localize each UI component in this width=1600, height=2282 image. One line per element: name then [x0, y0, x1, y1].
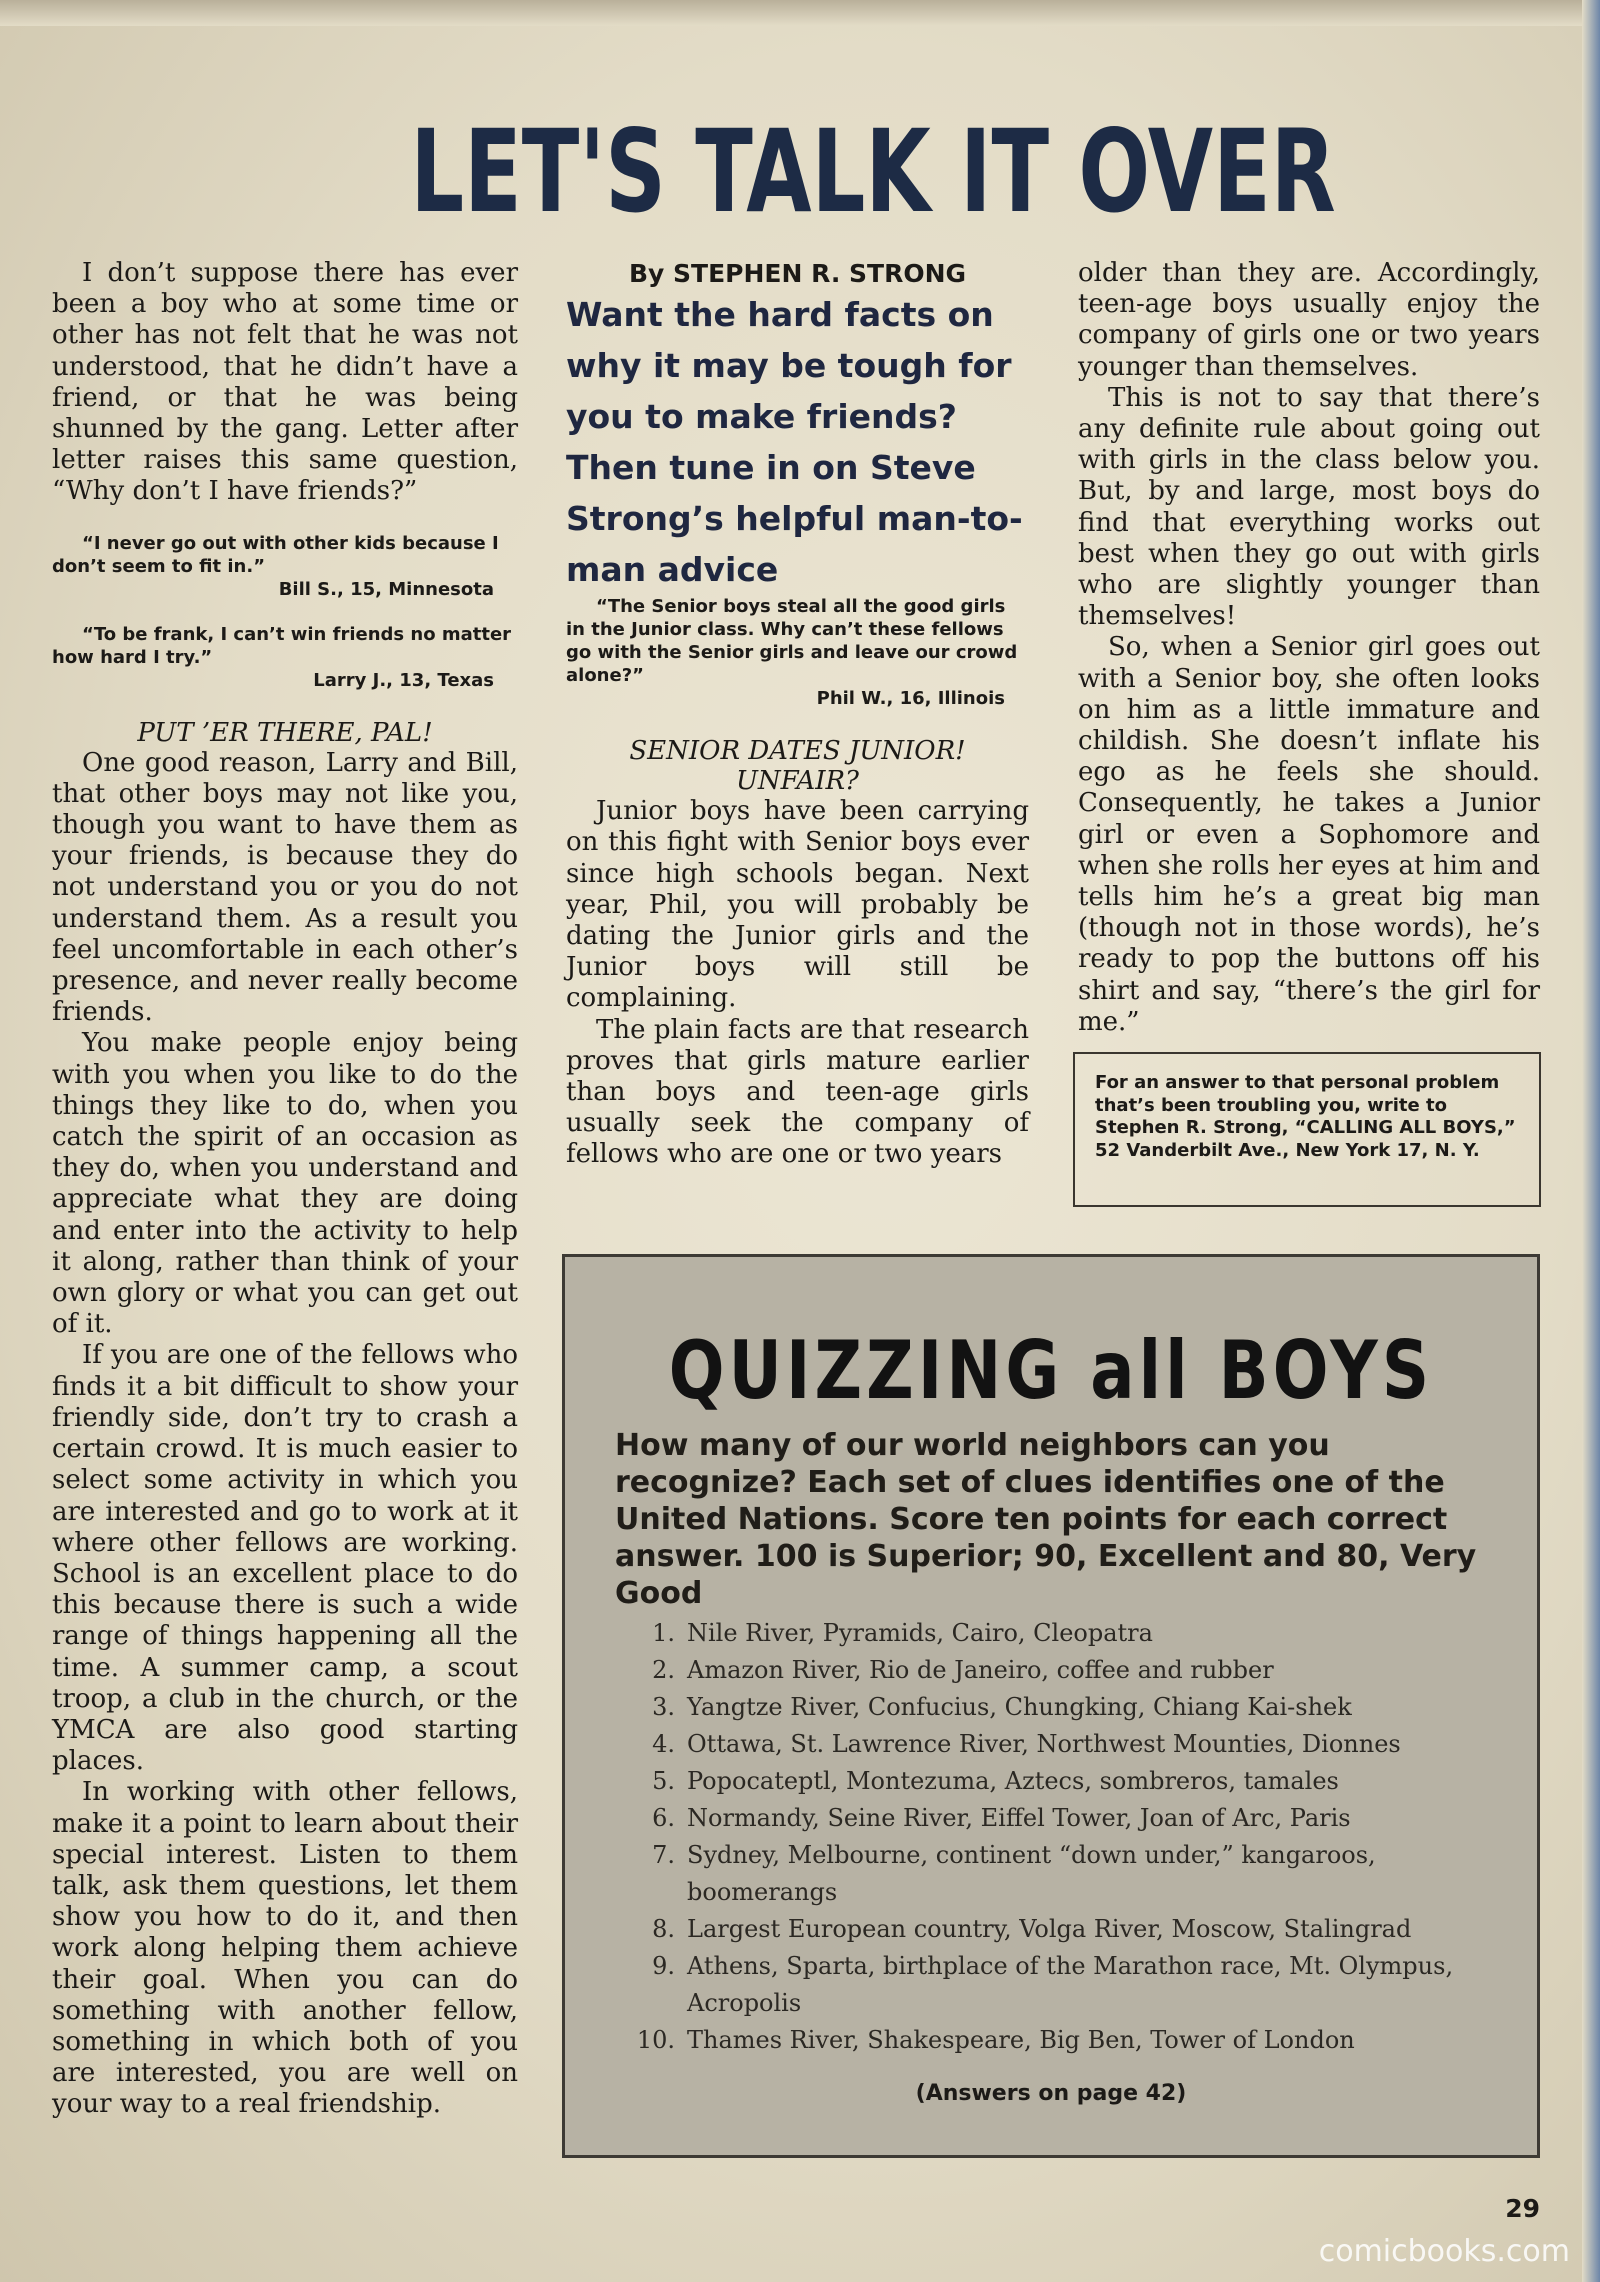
article-deck: Want the hard facts on why it may be tough for you to make friends? Then tune in on Steve Strong’s helpful man-to-man advice [566, 295, 1023, 590]
quiz-item-clues: Ottawa, St. Lawrence River, Northwest Mounties, Dionnes [687, 1730, 1401, 1758]
section-heading-senior-dates-junior: SENIOR DATES JUNIOR! UNFAIR? [629, 736, 966, 797]
quiz-item-number: 7. [652, 1841, 675, 1869]
quiz-item-clues: Nile River, Pyramids, Cairo, Cleopatra [687, 1619, 1153, 1647]
intro-paragraph: I don’t suppose there has ever been a boy who at some time or other has not felt that he was not understood, that he didn’t have a friend, or that he was being shunned by the gang. Letter after letter raises this same question, “Why don’t I have friends?” [52, 258, 518, 507]
quiz-title: QUIZZING all BOYS [668, 1324, 1434, 1417]
quiz-item-clues: Popocateptl, Montezuma, Aztecs, sombreros, tamales [687, 1767, 1339, 1795]
quiz-answers-note: (Answers on page 42) [915, 2081, 1187, 2106]
quiz-item-number: 10. [636, 2026, 675, 2054]
quiz-box [562, 1254, 1540, 2158]
page-top-edge [0, 0, 1600, 26]
quiz-item-clues: Largest European country, Volga River, Moscow, Stalingrad [687, 1915, 1412, 1943]
reader-quote-larry: “To be frank, I can’t win friends no matter how hard I try.” [52, 623, 512, 668]
body-paragraph: So, when a Senior girl goes out with a Senior boy, she often looks on him as a little immature and childish. She doesn’t inflate his ego as he feels she should. Consequently, he takes a Junior girl or even a Sophomore and when she rolls her eyes at him and tells him he’s a great big man (though not in those words), he’s ready to pop the buttons off his shirt and say, “there’s the girl for me.” [1078, 632, 1540, 1037]
reader-signature-phil: Phil W., 16, Illinois [816, 688, 1005, 710]
quiz-item [631, 2022, 1489, 2059]
quiz-item [631, 1615, 1489, 1652]
article-column-3 [1078, 258, 1540, 1038]
body-paragraph: older than they are. Accordingly, teen-age boys usually enjoy the company of girls one or two years younger than themselves. [1078, 258, 1540, 382]
body-paragraph: You make people enjoy being with you when you like to do the things they like to do, when you catch the spirit of an occasion as they do, when you understand and appreciate what they are doing and enter into the activity to help it along, rather than think of your own glory or what you can get out of it. [52, 1028, 518, 1340]
article-column-1 [52, 258, 518, 2121]
quiz-item-number: 2. [652, 1656, 675, 1684]
quiz-item-clues: Yangtze River, Confucius, Chungking, Chiang Kai-shek [687, 1693, 1352, 1721]
quiz-item-clues: Thames River, Shakespeare, Big Ben, Tower of London [687, 2026, 1355, 2054]
body-paragraph: The plain facts are that research proves that girls mature earlier than boys and teen-age girls usually seek the company of fellows who are one or two years [566, 1014, 1029, 1170]
body-paragraph: Junior boys have been carrying on this fight with Senior boys ever since high schools began. Next year, Phil, you will probably be dating the Junior girls and the Junior boys will still be complaining. [566, 796, 1029, 1014]
quiz-list [631, 1615, 1489, 2059]
quiz-item-number: 9. [652, 1952, 675, 1980]
quiz-item-clues: Sydney, Melbourne, continent “down under,” kangaroos, boomerangs [687, 1841, 1376, 1906]
quiz-item [631, 1837, 1489, 1911]
reader-quote-phil: “The Senior boys steal all the good girls in the Junior class. Why can’t these fellows go with the Senior girls and leave our crowd alone?” [566, 596, 1018, 687]
body-paragraph: One good reason, Larry and Bill, that other boys may not like you, though you want to have them as your friends, is because they do not understand you or you do not understand them. As a result you feel uncomfortable in each other’s presence, and never really become friends. [52, 747, 518, 1028]
body-paragraph: This is not to say that there’s any definite rule about going out with girls in the class below you. But, by and large, most boys do find that everything works out best when they go out with girls who are slightly younger than themselves! [1078, 382, 1540, 632]
quiz-item-number: 4. [652, 1730, 675, 1758]
body-paragraph: If you are one of the fellows who finds it a bit difficult to show your friendly side, don’t try to crash a certain crowd. It is much easier to select some activity in which you are interested and go to work at it where other fellows are working. School is an excellent place to do this because there is such a wide range of things happening all the time. A summer camp, a scout troop, a club in the church, or the YMCA are also good starting places. [52, 1340, 518, 1777]
reader-quote-bill: “I never go out with other kids because I don’t seem to fit in.” [52, 532, 499, 577]
site-watermark: comicbooks.com [1318, 2234, 1570, 2269]
body-paragraph: In working with other fellows, make it a point to learn about their special interest. Listen to them talk, ask them questions, let them show you how to do it, and then work along helping them achieve their goal. When you can do something with another fellow, something in which both of you are interested, you are well on your way to a real friendship. [52, 1777, 518, 2120]
page-number: 29 [1505, 2194, 1540, 2223]
quiz-item [631, 1652, 1489, 1689]
quiz-item-number: 5. [652, 1767, 675, 1795]
reader-signature-bill: Bill S., 15, Minnesota [278, 578, 494, 600]
quiz-item [631, 1689, 1489, 1726]
quiz-item-number: 8. [652, 1915, 675, 1943]
byline: By STEPHEN R. STRONG [628, 259, 967, 288]
quiz-item-number: 6. [652, 1804, 675, 1832]
quiz-item-clues: Normandy, Seine River, Eiffel Tower, Joan of Arc, Paris [687, 1804, 1351, 1832]
quiz-item [631, 1726, 1489, 1763]
reader-signature-larry: Larry J., 13, Texas [313, 669, 494, 691]
quiz-instructions: How many of our world neighbors can you recognize? Each set of clues identifies one of the United Nations. Score ten points for each correct answer. 100 is Superior; 90, Excellent and 80, Very Good [615, 1428, 1477, 1611]
article-column-2 [566, 258, 1029, 1171]
advice-contact-box: For an answer to that personal problem that’s been troubling you, write to Stephen R. Strong, “CALLING ALL BOYS,” 52 Vanderbilt Ave., New York 17, N. Y. [1073, 1052, 1541, 1207]
quiz-item [631, 1948, 1489, 2022]
quiz-item [631, 1911, 1489, 1948]
page-right-edge [1582, 0, 1600, 2282]
quiz-item-clues: Amazon River, Rio de Janeiro, coffee and rubber [687, 1656, 1274, 1684]
section-heading-put-er-there: PUT ’ER THERE, PAL! [137, 717, 433, 748]
quiz-item [631, 1763, 1489, 1800]
quiz-item [631, 1800, 1489, 1837]
article-title: LET'S TALK IT OVER [410, 105, 1336, 238]
quiz-item-number: 1. [652, 1619, 675, 1647]
quiz-item-clues: Athens, Sparta, birthplace of the Marathon race, Mt. Olympus, Acropolis [687, 1952, 1454, 2017]
quiz-item-number: 3. [652, 1693, 675, 1721]
